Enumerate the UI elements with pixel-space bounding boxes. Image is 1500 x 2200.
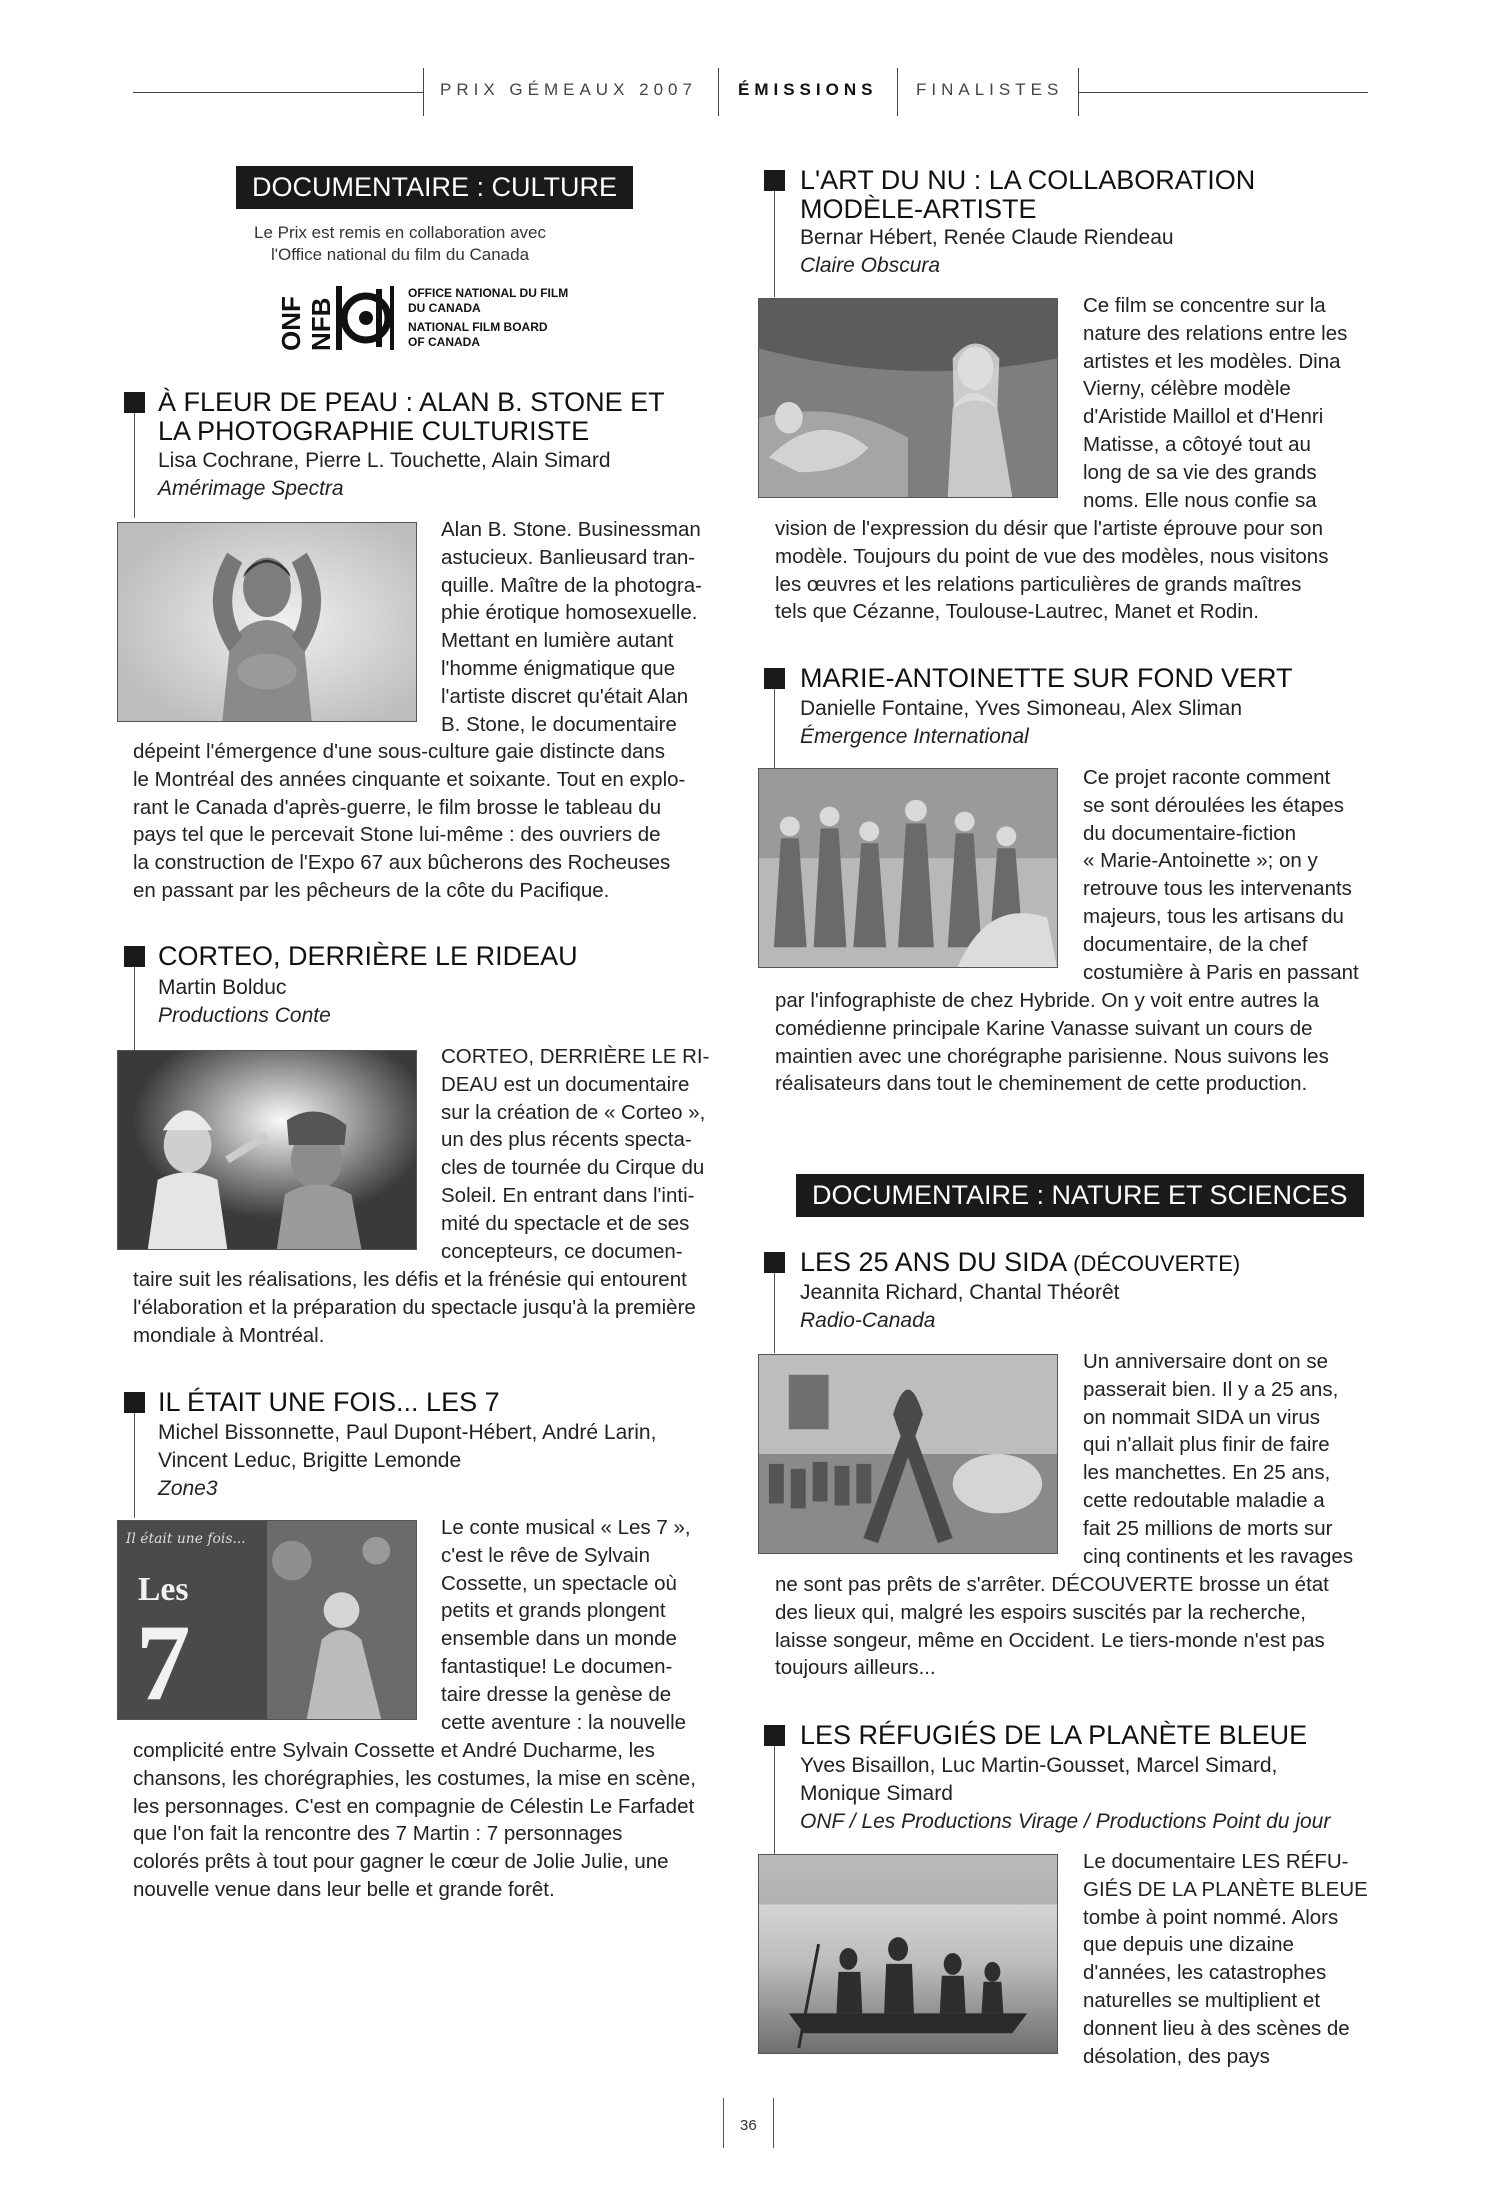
entry-title-suffix: (DÉCOUVERTE) bbox=[1073, 1251, 1241, 1276]
entry-body-full: par l'infographiste de chez Hybride. On y voit entre autres la comédienne principale Karine Vanasse suivant un cours de maintien avec une chorégraphe parisienne. Nous suivons les réalisateurs dans tout le cheminement de cette production. bbox=[775, 989, 1329, 1096]
note-line: Le Prix est remis en collaboration avec bbox=[254, 223, 546, 242]
bullet-square bbox=[124, 1392, 145, 1413]
bullet-square bbox=[764, 1252, 785, 1273]
category-note bbox=[200, 222, 600, 266]
entry-production: Claire Obscura bbox=[800, 254, 941, 277]
header-finalistes: FINALISTES bbox=[916, 80, 1064, 99]
header-rule-left bbox=[133, 92, 423, 93]
entry-title: MARIE-ANTOINETTE SUR FOND VERT bbox=[800, 663, 1293, 693]
entry-body-side: Ce film se concentre sur la nature des relations entre les artistes et les modèles. Dina Vierny, célèbre modèle d'Aristide Maillol et d'Henri Matisse, a côtoyé tout au long de sa vie des grands noms. Elle nous confie sa bbox=[1083, 294, 1348, 512]
header-emissions: ÉMISSIONS bbox=[738, 80, 878, 99]
entry-body-side: Le documentaire LES RÉFU- GIÉS DE LA PLANÈTE BLEUE tombe à point nommé. Alors que depuis une dizaine d'années, les catastrophes naturelles se multiplient et donnent lieu à des scènes de désolation, des pays bbox=[1083, 1850, 1368, 2068]
bullet-stem bbox=[134, 413, 135, 518]
svg-text:7: 7 bbox=[135, 1602, 191, 1719]
entry-production: Radio-Canada bbox=[800, 1309, 936, 1332]
entry-title: L'ART DU NU : LA COLLABORATION MODÈLE-ARTISTE bbox=[800, 165, 1256, 224]
entry-authors: Yves Bisaillon, Luc Martin-Gousset, Marcel Simard, Monique Simard bbox=[800, 1754, 1278, 1805]
header-rule-right bbox=[1078, 92, 1368, 93]
bullet-stem bbox=[774, 191, 775, 297]
entry-body-side: Le conte musical « Les 7 », c'est le rêve de Sylvain Cossette, un spectacle où petits et grands plongent ensemble dans un monde fantastique! Le documen- taire dresse la genèse de cette aventure : la nouvelle bbox=[441, 1516, 691, 1734]
bullet-stem bbox=[134, 967, 135, 1051]
svg-text:ONF: ONF bbox=[278, 296, 306, 351]
bullet-square bbox=[124, 392, 145, 413]
entry-production: Amérimage Spectra bbox=[158, 477, 344, 500]
entry-authors: Martin Bolduc bbox=[158, 976, 287, 999]
bullet-square bbox=[764, 170, 785, 191]
svg-text:Les: Les bbox=[137, 1571, 189, 1609]
svg-text:NFB: NFB bbox=[306, 297, 336, 351]
category-banner-culture: DOCUMENTAIRE : CULTURE bbox=[236, 166, 633, 209]
entry-authors: Bernar Hébert, Renée Claude Riendeau bbox=[800, 226, 1174, 249]
entry-title: À FLEUR DE PEAU : ALAN B. STONE ET LA PHOTOGRAPHIE CULTURISTE bbox=[158, 387, 665, 446]
photo-refugies-boat bbox=[758, 1854, 1058, 2054]
entry-body-side: Alan B. Stone. Businessman astucieux. Banlieusard tran- quille. Maître de la photogra- phie érotique homosexuelle. Mettant en lumière autant l'homme énigmatique que l'artiste discret qu'était Alan B. Stone, le documentaire bbox=[441, 518, 702, 736]
note-line: l'Office national du film du Canada bbox=[270, 245, 530, 264]
header-divider-1 bbox=[423, 68, 424, 116]
page-number: 36 bbox=[740, 2117, 757, 2134]
bullet-square bbox=[764, 668, 785, 689]
page-number-rule-left bbox=[723, 2098, 724, 2148]
entry-body-side: Ce projet raconte comment se sont déroulées les étapes du documentaire-fiction « Marie-Antoinette »; on y retrouve tous les intervenants majeurs, tous les artisans du documentaire, de la chef costumière à Paris en passant bbox=[1083, 766, 1359, 984]
photo-bodybuilder bbox=[117, 522, 417, 722]
entry-title: LES RÉFUGIÉS DE LA PLANÈTE BLEUE bbox=[800, 1720, 1308, 1750]
svg-text:OF CANADA: OF CANADA bbox=[408, 335, 480, 349]
header-prix: PRIX GÉMEAUX 2007 bbox=[440, 80, 697, 99]
bullet-stem bbox=[134, 1413, 135, 1518]
photo-corteo-clowns bbox=[117, 1050, 417, 1250]
entry-title: LES 25 ANS DU SIDA (DÉCOUVERTE) bbox=[800, 1247, 1241, 1277]
bullet-stem bbox=[774, 1273, 775, 1353]
entry-body-full: dépeint l'émergence d'une sous-culture gaie distincte dans le Montréal des années cinquante et soixante. Tout en explo- rant le Canada d'après-guerre, le film brosse le tableau du pays tel que le percevait Stone lui-même : des ouvriers de la construction de l'Expo 67 aux bûcherons des Rocheuses en passant par les pêcheurs de la côte du Pacifique. bbox=[133, 740, 686, 902]
svg-text:Il était une fois...: Il était une fois... bbox=[125, 1530, 246, 1547]
entry-body-full: complicité entre Sylvain Cossette et André Ducharme, les chansons, les chorégraphies, les costumes, la mise en scène, les personnages. C'est en compagnie de Célestin Le Farfadet que l'on fait la rencontre des 7 Martin : 7 personnages colorés prêts à tout pour gagner le cœur de Jolie Julie, une nouvelle venue dans leur belle et grande forêt. bbox=[133, 1739, 696, 1901]
entry-production: Productions Conte bbox=[158, 1004, 331, 1027]
entry-title: CORTEO, DERRIÈRE LE RIDEAU bbox=[158, 941, 578, 971]
onf-nfb-logo bbox=[278, 283, 588, 353]
entry-production: Zone3 bbox=[158, 1477, 218, 1500]
bullet-square bbox=[764, 1725, 785, 1746]
bullet-stem bbox=[774, 689, 775, 769]
entry-body-full: ne sont pas prêts de s'arrêter. DÉCOUVERTE brosse un état des lieux qui, malgré les espoirs suscités par la recherche, laisse songeur, même en Occident. Le tiers-monde n'est pas toujours ailleurs... bbox=[775, 1573, 1329, 1680]
bullet-square bbox=[124, 946, 145, 967]
entry-body-side: CORTEO, DERRIÈRE LE RI- DEAU est un documentaire sur la création de « Corteo », un des plus récents specta- cles de tournée du Cirque du Soleil. En entrant dans l'inti- mité du spectacle et de ses concepteurs, ce documen- bbox=[441, 1045, 710, 1263]
onf-logo-icon bbox=[278, 283, 588, 353]
entry-body-full: taire suit les réalisations, les défis et la frénésie qui entourent l'élaboration et la préparation du spectacle jusqu'à la première mondiale à Montréal. bbox=[133, 1268, 696, 1347]
svg-text:DU CANADA: DU CANADA bbox=[408, 301, 481, 315]
entry-authors: Danielle Fontaine, Yves Simoneau, Alex Sliman bbox=[800, 697, 1243, 720]
page-number-rule-right bbox=[773, 2098, 774, 2148]
svg-text:OFFICE NATIONAL DU FILM: OFFICE NATIONAL DU FILM bbox=[408, 286, 569, 300]
entry-authors: Lisa Cochrane, Pierre L. Touchette, Alain Simard bbox=[158, 449, 611, 472]
svg-text:NATIONAL FILM BOARD: NATIONAL FILM BOARD bbox=[408, 320, 548, 334]
entry-body-full: vision de l'expression du désir que l'artiste éprouve pour son modèle. Toujours du point de vue des modèles, nous visitons les œuvres et les relations particulières de grands maîtres tels que Cézanne, Toulouse-Lautrec, Manet et Rodin. bbox=[775, 517, 1329, 624]
category-banner-nature-sciences: DOCUMENTAIRE : NATURE ET SCIENCES bbox=[796, 1174, 1364, 1217]
entry-authors: Jeannita Richard, Chantal Théorêt bbox=[800, 1281, 1120, 1304]
photo-art-du-nu bbox=[758, 298, 1058, 498]
entry-production: ONF / Les Productions Virage / Productions Point du jour bbox=[800, 1810, 1331, 1833]
header-divider-2 bbox=[718, 68, 719, 116]
photo-les-7-poster bbox=[117, 1520, 417, 1720]
header-divider-3 bbox=[897, 68, 898, 116]
entry-authors: Michel Bissonnette, Paul Dupont-Hébert, André Larin, Vincent Leduc, Brigitte Lemonde bbox=[158, 1421, 657, 1472]
photo-sida-ribbon bbox=[758, 1354, 1058, 1554]
entry-body-side: Un anniversaire dont on se passerait bien. Il y a 25 ans, on nommait SIDA un virus qui n'allait plus finir de faire les manchettes. En 25 ans, cette redoutable maladie a fait 25 millions de morts sur cinq continents et les ravages bbox=[1083, 1350, 1354, 1568]
photo-marie-antoinette bbox=[758, 768, 1058, 968]
entry-title: IL ÉTAIT UNE FOIS... LES 7 bbox=[158, 1387, 500, 1417]
bullet-stem bbox=[774, 1746, 775, 1854]
entry-production: Émergence International bbox=[800, 725, 1029, 748]
